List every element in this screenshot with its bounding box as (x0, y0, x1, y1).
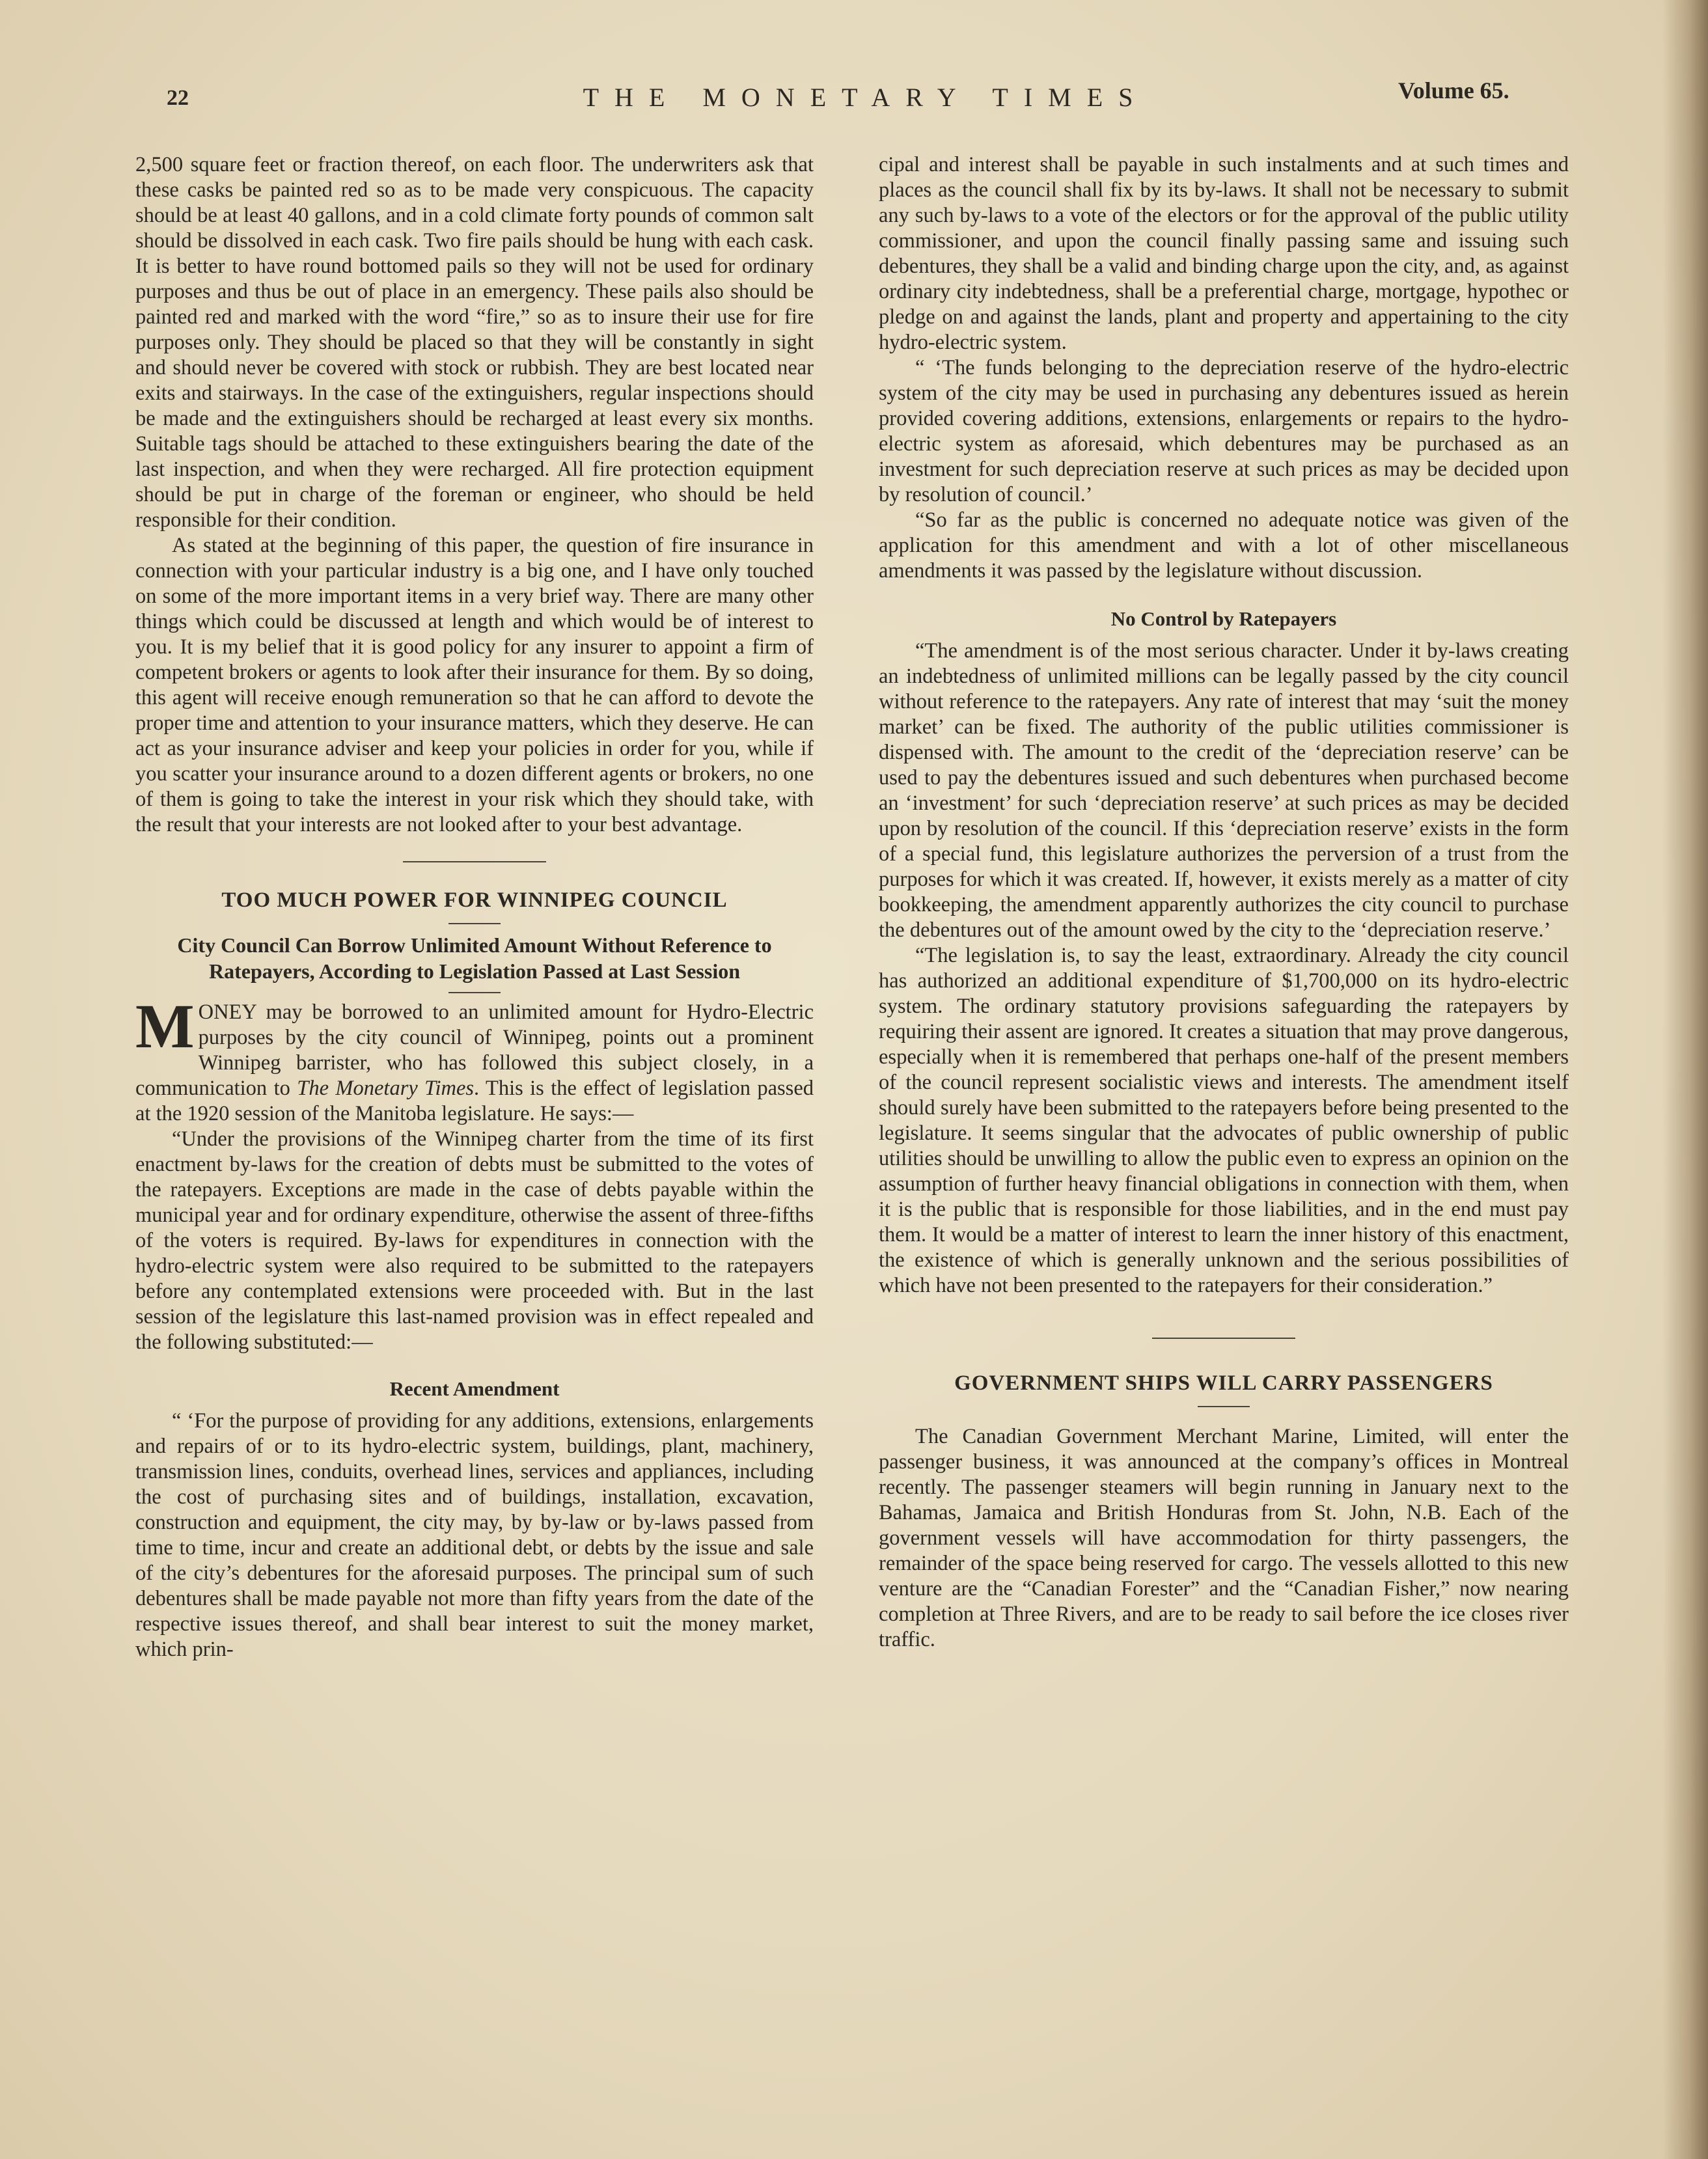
article-deck: City Council Can Borrow Unlimited Amount Without Reference to Ratepayers, According to Legislation Passed at Last Session (177, 933, 772, 983)
article-headline-ships: GOVERNMENT SHIPS WILL CARRY PASSENGERS (954, 1371, 1493, 1395)
fire-insurance-paragraph: As stated at the beginning of this paper, the question of fire insurance in connection with your particular industry is a big one, and I have only touched on some of the more important items in a very brief way. There are many other things which could be discussed at length and which would be of interest to you. It is my belief that it is good policy for any insurer to appoint a firm of competent brokers or agents to look after their insurance for them. By so doing, this agent will receive enough remuneration so that he can afford to devote the proper time and attention to your insurance matters, which they deserve. He can act as your insurance adviser and keep your policies in order for you, while if you scatter your insurance around to a dozen different agents or brokers, no one of them is going to take the interest in your risk which they should take, with the result that your interests are not looked after to your best advantage. (135, 534, 814, 836)
depreciation-reserve-paragraph: “ ‘The funds belonging to the depreciation reserve of the hydro-electric system of the city may be used in purchasing any debentures issued as herein provided covering additions, extensions, enlargements or repairs to the hydro-electric system as aforesaid, which debentures may be purchased as an investment for such depreciation reserve at such prices as may be decided upon by resolution of council.’ (879, 356, 1569, 506)
page-header (0, 77, 1708, 116)
government-ships-paragraph: The Canadian Government Merchant Marine, Limited, will enter the passenger business, it was announced at the company’s offices in Montreal recently. The passenger steamers will begin running in January next to the Bahamas, Jamaica and British Honduras from St. John, N.B. Each of the government vessels will have accommodation for thirty passengers, the remainder of the space being reserved for cargo. The vessels allotted to this new venture are the “Canadian Forester” and the “Canadian Fisher,” now nearing completion at Three Rivers, and are to be ready to sail before the ice closes river traffic. (879, 1425, 1569, 1651)
extraordinary-legislation-paragraph: “The legislation is, to say the least, extraordinary. Already the city council has authorized an additional expenditure of $1,700,000 on its hydro-electric system. The ordinary statutory provisions safeguarding the ratepayers by requiring their assent are ignored. It creates a situation that may prove dangerous, especially when it is remembered that perhaps one-half of the present members of the council represent socialistic views and interests. The amendment itself should surely have been submitted to the ratepayers before being presented to the legislature. It seems singular that the advocates of public ownership of public utilities should be unwilling to allow the public even to express an opinion on the assumption of further heavy financial obligations in connection with them, when it is the public that is responsible for those liabilities, and in the end must pay them. It would be a matter of interest to learn the inner history of this enactment, the existence of which is generally unknown and the serious possibilities of which have not been presented to the ratepayers for their consideration.” (879, 944, 1569, 1297)
intro-text-b: . This is the effect of legislation passed at the 1920 session of the Manitoba legislature. He says:— (135, 1077, 814, 1125)
subhead-no-control: No Control by Ratepayers (1110, 607, 1337, 630)
publication-name: The Monetary Times (297, 1077, 475, 1100)
serious-character-paragraph: “The amendment is of the most serious character. Under it by-laws creating an indebtedness of unlimited millions can be legally passed by the city council without reference to the ratepayers. Any rate of interest that may ‘suit the money market’ can be fixed. The authority of the public utilities commissioner is dispensed with. The amount to the credit of the ‘depreciation reserve’ can be used to pay the debentures issued and such debentures when purchased become an ‘investment’ for such ‘depreciation reserve’ at such prices as may be decided upon by resolution of the council. If this ‘depreciation reserve’ exists in the form of a special fund, this legislature authorizes the perversion of a trust from the purposes for which it was created. If, however, it exists merely as a matter of city bookkeeping, the amendment apparently authorizes the city council to purchase the debentures out of the amount owed by the city to the ‘depreciation reserve.’ (879, 639, 1569, 942)
winnipeg-charter-paragraph: “Under the provisions of the Winnipeg charter from the time of its first enactment by-laws for the creation of debts must be submitted to the votes of the ratepayers. Exceptions are made in the case of debts payable within the municipal year and for ordinary expenditure, otherwise the assent of three-fifths of the voters is required. By-laws for expenditures in connection with the hydro-electric system were also required to be submitted to the ratepayers before any contemplated extensions were proceeded with. But in the last session of the legislature this last-named provision was in effect repealed and the following substituted:— (135, 1127, 814, 1354)
journal-title: THE MONETARY TIMES (583, 83, 1149, 112)
article-intro (135, 991, 814, 1127)
amendment-text-paragraph: “ ‘For the purpose of providing for any additions, extensions, enlargements and repairs of or to its hydro-electric system, buildings, plant, machinery, transmission lines, conduits, overhead lines, services and appliances, including the cost of purchasing sites and of buildings, installation, excavation, construction and equipment, the city may, by by-law or by-laws passed from time to time, incur and create an additional debt, or debts by the issue and sale of the city’s debentures for the aforesaid purposes. The principal sum of such debentures shall be made payable not more than fifty years from the date of the respective issues thereof, and shall bear interest to suit the money market, which prin- (135, 1409, 814, 1661)
amendment-continued-paragraph: cipal and interest shall be payable in such instalments and at such times and places as the council shall fix by its by-laws. It shall not be necessary to submit any such by-laws to a vote of the electors or for the approval of the public utility commissioner, and upon the council finally passing same and issuing such debentures, they shall be a valid and binding charge upon the city, and, as against ordinary city indebtedness, shall be a preferential charge, mortgage, hypothec or pledge on and against the lands, plant and property and appertaining to the city hydro-electric system. (879, 153, 1569, 354)
volume-label: Volume 65. (1398, 77, 1509, 103)
article-headline: TOO MUCH POWER FOR WINNIPEG COUNCIL (221, 888, 728, 912)
right-column (879, 152, 1569, 1653)
fire-protection-paragraph: 2,500 square feet or fraction thereof, on each floor. The underwriters ask that these casks be painted red so as to be made very conspicuous. The capacity should be at least 40 gallons, and in a cold climate forty pounds of common salt should be dissolved in each cask. Two fire pails should be hung with each cask. It is better to have round bottomed pails so they will not be used for ordinary purposes and thus be out of place in an emergency. These pails also should be painted red and marked with the word “fire,” so as to insure their use for fire purposes only. They should be placed so that they will be constantly in sight and should never be covered with stock or rubbish. They are best located near exits and stairways. In the case of the extinguishers, regular inspections should be made and the extinguishers should be recharged at least every six months. Suitable tags should be attached to these extinguishers bearing the date of the last inspection, and when they were recharged. All fire protection equipment should be put in charge of the foreman or engineer, who should be held responsible for their condition. (135, 153, 814, 532)
left-column (135, 152, 814, 1662)
drop-cap: M (135, 991, 195, 1061)
public-notice-paragraph: “So far as the public is concerned no adequate notice was given of the application for this amendment and with a lot of other miscellaneous amendments it was passed by the legislature without discussion. (879, 508, 1569, 583)
intro-text-a: ONEY may be borrowed to an unlimited amount for Hydro-Electric purposes by the city council of Winnipeg, points out a prominent Winnipeg barrister, who has followed this subject closely, in a communication to (135, 1000, 814, 1100)
subhead-recent-amendment: Recent Amendment (389, 1377, 560, 1400)
page-number: 22 (167, 86, 189, 110)
page-spine-shadow (1662, 0, 1708, 2159)
